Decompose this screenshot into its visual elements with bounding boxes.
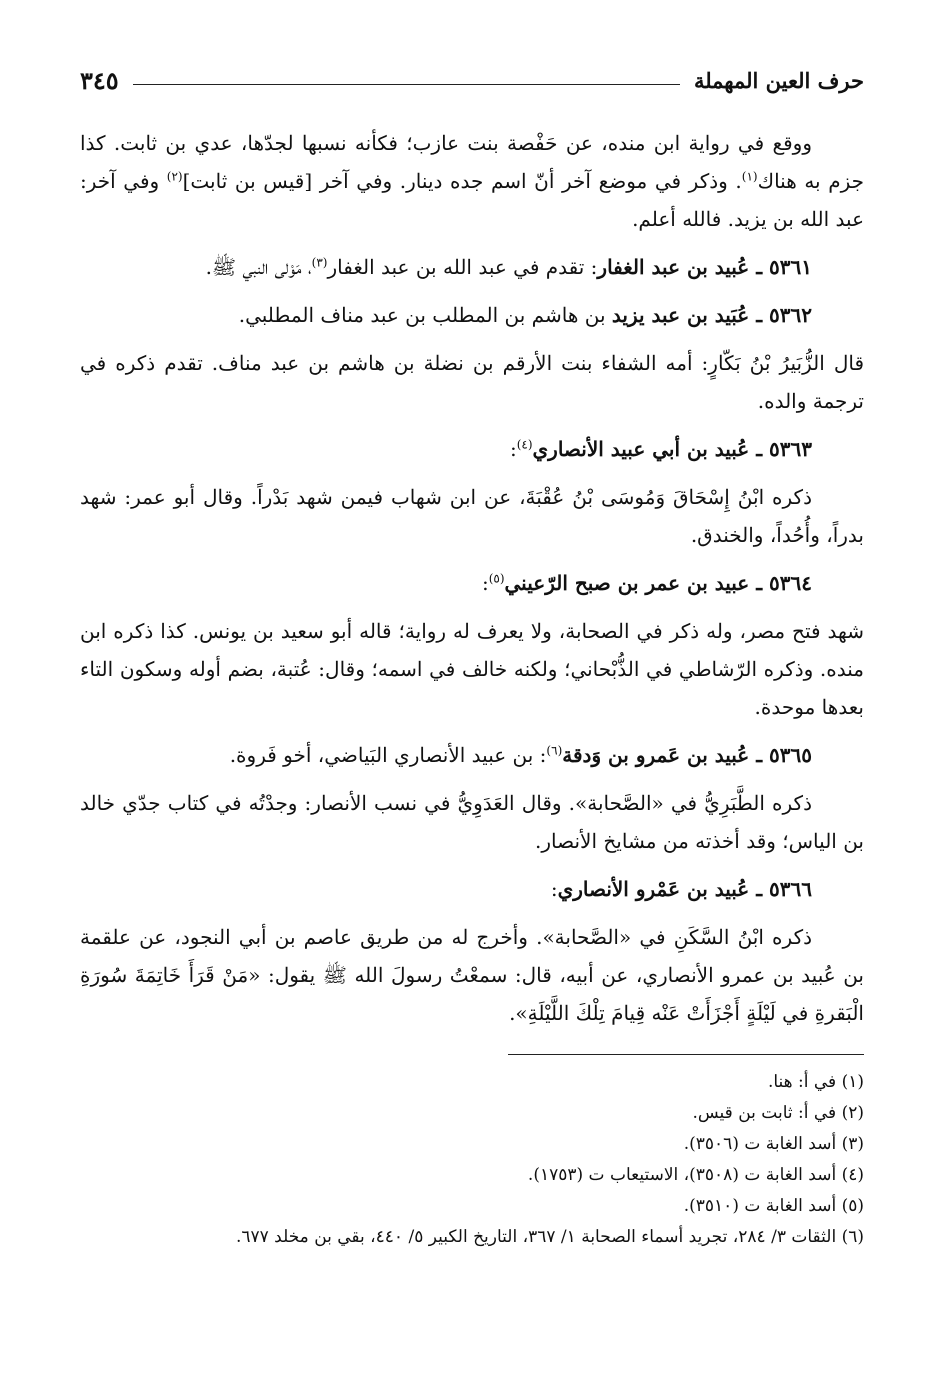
footnote-2: (٢) في أ: ثابت بن قيس. (692, 1103, 864, 1123)
text-run: ، مَوْلى النبي ﷺ. (205, 255, 312, 279)
entry-5363 (80, 430, 864, 468)
paragraph-5366: ذكره ابْنُ السَّكَنِ في «الصَّحابة». وأخرج له من طريق عاصم بن أبي النجود، عن علقمة بن عُبيد بن عمرو الأنصاري، عن أبيه، قال: سمعْتُ رسولَ الله ﷺ يقول: «مَنْ قَرَأَ خَاتِمَةَ سُورَةِ الْبَقرةِ في لَيْلَةٍ أَجْزَأَتْ عَنْه قِيامَ تِلْكَ اللَّيْلَةِ». (80, 925, 864, 1025)
entry-name: عُبيد بن عبد الغفار (597, 255, 750, 279)
footnote-ref-6: (٦) (546, 743, 563, 758)
entry-name: عُبيد بن أبي عبيد الأنصاري (532, 437, 750, 461)
footnotes (80, 1067, 864, 1253)
footnote-ref-5: (٥) (488, 571, 505, 586)
entry-5362 (80, 296, 864, 334)
footnote-4: (٤) أسد الغابة ت (٣٥٠٨)، الاستيعاب ت (١٧٥٣). (527, 1165, 864, 1185)
entry-number: ٥٣٦١ ـ (749, 255, 812, 279)
entry-5365 (80, 736, 864, 774)
page-body (80, 124, 864, 1032)
paragraph-5362: قال الزُّبَيرُ بْنُ بَكّارٍ: أمه الشفاء بنت الأرقم بن نضلة بن هاشم بن عبد مناف. تقدم ذكره في ترجمة والده. (80, 351, 864, 413)
entry-5364 (80, 564, 864, 602)
paragraph-intro (80, 124, 864, 238)
entry-number: ٥٣٦٣ ـ (749, 437, 812, 461)
entry-name: عبيد بن عمر بن صبح الرّعيني (504, 571, 750, 595)
paragraph-5365: ذكره الطَّبَرِيُّ في «الصَّحابة». وقال العَدَوِيُّ في نسب الأنصار: وجدْتُه في كتاب جدّي خالد بن الياس؛ وقد أخذته من مشايخ الأنصار. (80, 791, 864, 853)
footnote-separator (508, 1054, 864, 1055)
paragraph-5364: شهد فتح مصر، وله ذكر في الصحابة، ولا يعرف له رواية؛ قاله أبو سعيد بن يونس. كذا ذكره ابن منده. وذكره الرّشاطي في الذُّبْحاني؛ ولكنه خالف في اسمه؛ وقال: عُتبة، بضم أوله وسكون التاء بعدها موحدة. (80, 619, 864, 719)
entry-5361 (80, 248, 864, 286)
footnote-3: (٣) أسد الغابة ت (٣٥٠٦). (683, 1134, 864, 1154)
footnote-ref-3: (٣) (311, 255, 328, 270)
text-run: : بن عبيد الأنصاري البَياضي، أخو فَروة. (229, 743, 547, 767)
entry-number: ٥٣٦٤ ـ (749, 571, 812, 595)
entry-number: ٥٣٦٥ ـ (749, 743, 812, 767)
text-run: . وذكر في موضع آخر أنّ اسم جده دينار. وفي آخر [قيس بن ثابت] (182, 169, 742, 193)
chapter-title: حرف العين المهملة (693, 67, 864, 93)
footnote-ref-1: (١) (741, 169, 758, 184)
entry-name: عُبيد بن عَمْرو الأنصاري (557, 877, 750, 901)
entry-number: ٥٣٦٢ ـ (749, 303, 812, 327)
page-header (80, 60, 864, 100)
page-number: ٣٤٥ (80, 65, 119, 95)
text-run: ووقع في رواية ابن منده، عن حَفْصة بنت عازب؛ فكأنه نسبها لجدّها، عدي بن ثابت. كذا جزم به هناك (80, 131, 865, 193)
entry-name: عُبيد بن عَمرو بن وَدقة (562, 743, 750, 767)
paragraph-5363: ذكره ابْنُ إِسْحَاقَ وَمُوسَى بْنُ عُقْبَةَ، عن ابن شهاب فيمن شهد بَدْراً. وقال أبو عمر: شهد بدراً، وأُحُداً، والخندق. (80, 485, 864, 547)
text-run: : تقدم في عبد الله بن عبد الغفار (327, 255, 598, 279)
text-run: وفي آخر: عبد الله بن يزيد. فالله أعلم. (80, 169, 864, 231)
text-run: : (509, 437, 517, 461)
footnote-ref-4: (٤) (516, 437, 533, 452)
footnote-1: (١) في أ: هنا. (767, 1072, 864, 1092)
text-run: : (550, 877, 558, 901)
footnote-6: (٦) الثقات ٣/ ٢٨٤، تجريد أسماء الصحابة ١/ ٣٦٧، التاريخ الكبير ٥/ ٤٤٠، بقي بن مخلد ٦٧٧. (235, 1227, 864, 1247)
entry-5366 (80, 870, 864, 908)
header-rule (133, 84, 680, 85)
entry-number: ٥٣٦٦ ـ (749, 877, 812, 901)
text-run: بن هاشم بن المطلب بن عبد مناف المطلبي. (238, 303, 612, 327)
book-page (80, 60, 864, 1391)
entry-name: عُبَيد بن عبد يزيد (611, 303, 750, 327)
text-run: : (481, 571, 489, 595)
footnote-5: (٥) أسد الغابة ت (٣٥١٠). (683, 1196, 864, 1216)
footnote-ref-2: (٢) (166, 169, 183, 184)
